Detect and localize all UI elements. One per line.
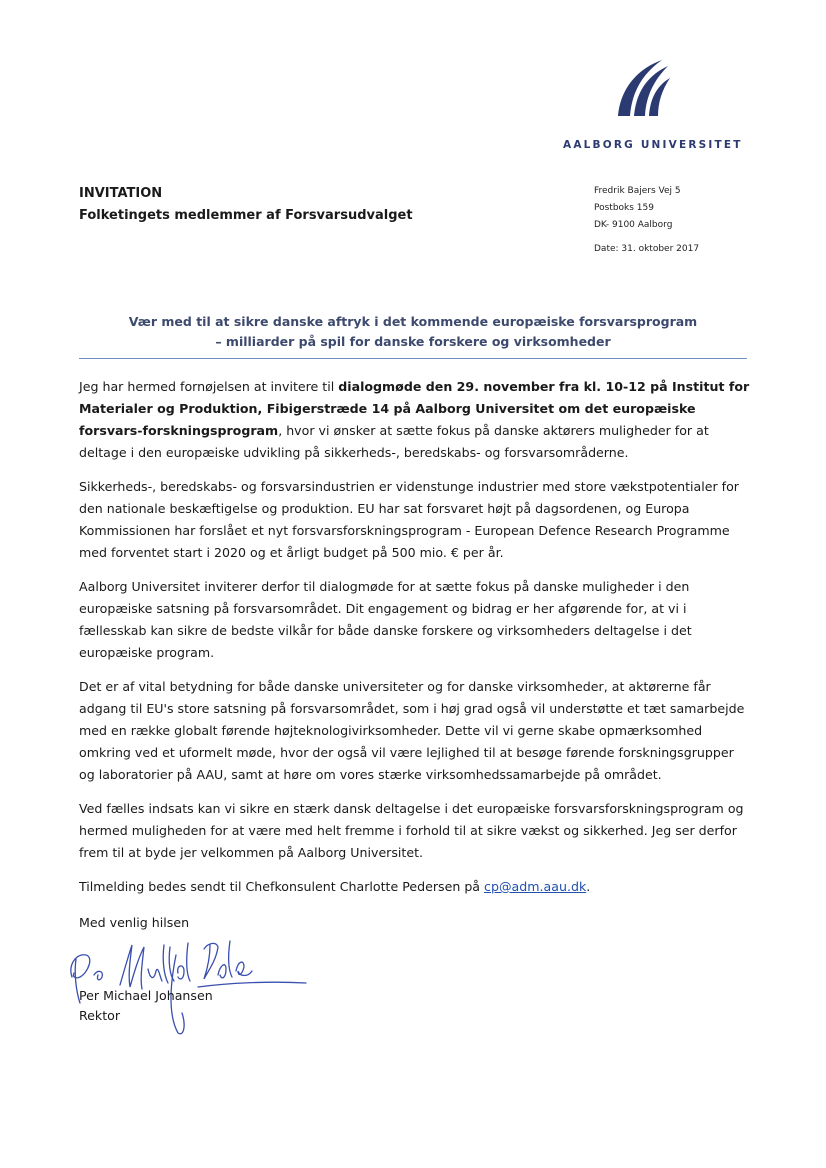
recipient-name: Folketingets medlemmer af Forsvarsudvalget xyxy=(79,208,413,223)
signatory-title: Rektor xyxy=(79,1008,121,1023)
address-box: Postboks 159 xyxy=(594,203,654,213)
paragraph-6 xyxy=(79,876,751,898)
paragraph-1 xyxy=(79,376,751,464)
sender-address xyxy=(594,183,681,234)
letter-date: Date: 31. oktober 2017 xyxy=(594,244,700,254)
signatory-name: Per Michael Johansen xyxy=(79,988,213,1003)
paragraph-2: Sikkerheds-, beredskabs- og forsvarsindustrien er videnstunge industrier med store vækstpotentialer for den nationale beskæftigelse og produktion. EU har sat forsvaret højt på dagsordenen, og Europa Kommissionen har forslået et nyt forsvarsforskningsprogram - European Defence Research Programme med forventet start i 2020 og et årligt budget på 500 mio. € per år. xyxy=(79,479,739,560)
invitation-label: INVITATION xyxy=(79,186,163,201)
paragraph-3: Aalborg Universitet inviterer derfor til dialogmøde for at sætte fokus på danske muligheder i den europæiske satsning på forsvarsområdet. Dit engagement og bidrag er her afgørende for, at vi i fællesskab kan sikre de bedste vilkår for både danske forskere og virksomheders deltagelse i det europæiske program. xyxy=(79,579,692,660)
email-link[interactable]: cp@adm.aau.dk xyxy=(484,879,587,894)
aau-logo-icon xyxy=(612,58,672,118)
paragraph-4: Det er af vital betydning for både danske universiteter og for danske virksomheder, at aktørerne får adgang til EU's store satsning på forsvarsområdet, som i høj grad også vil understøtte et tæt samarbejde med en række globalt førende højteknologivirksomheder. Dette vil vi gerne skabe opmærksomhed omkring ved et uformelt møde, hvor der også vil være lejlighed til at besøge førende forskningsgrupper og laboratorier på AAU, samt at høre om vores stærke virksomhedssamarbejde på området. xyxy=(79,679,745,782)
headline-divider xyxy=(79,358,747,359)
letter-headline xyxy=(79,312,747,352)
address-street: Fredrik Bajers Vej 5 xyxy=(594,186,681,196)
recipient-block xyxy=(79,183,413,227)
letter-body xyxy=(79,376,751,910)
paragraph-5: Ved fælles indsats kan vi sikre en stærk dansk deltagelse i det europæiske forsvarsforskningsprogram og hermed muligheden for at være med helt fremme i forhold til at sikre vækst og sikkerhed. Jeg ser derfor frem til at byde jer velkommen på Aalborg Universitet. xyxy=(79,801,744,860)
university-name: AALBORG UNIVERSITET xyxy=(563,139,743,151)
address-city: DK- 9100 Aalborg xyxy=(594,220,673,230)
closing-greeting: Med venlig hilsen xyxy=(79,915,190,930)
registration-end: . xyxy=(586,879,591,894)
headline-line-1: Vær med til at sikre danske aftryk i det kommende europæiske forsvarsprogram xyxy=(128,314,698,329)
paragraph-1-intro: Jeg har hermed fornøjelsen at invitere til xyxy=(79,379,339,394)
paragraph-1-highlight: dialogmøde den 29. november fra kl. 10-12 på Institut for Materialer og Produktion, Fibigerstræde 14 på Aalborg Universitet om det europæiske forsvars-forskningsprogram xyxy=(79,379,750,438)
registration-text: Tilmelding bedes sendt til Chefkonsulent Charlotte Pedersen på xyxy=(79,879,485,894)
paragraph-1-rest: , hvor vi ønsker at sætte fokus på danske aktørers muligheder for at deltage i den europæiske udvikling på sikkerheds-, beredskabs- og forsvarsområderne. xyxy=(79,423,709,460)
headline-line-2: – milliarder på spil for danske forskere og virksomheder xyxy=(215,334,611,349)
